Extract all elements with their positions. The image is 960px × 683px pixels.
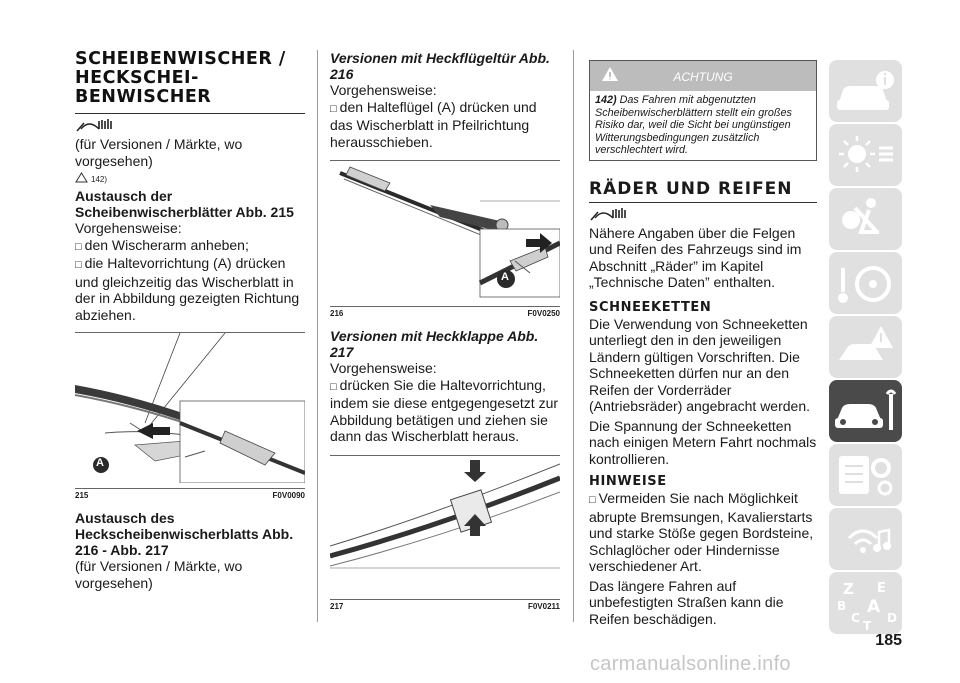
sidebar-item-technical-data[interactable] <box>829 444 902 506</box>
subheading-rear-wiper: Austausch des Heckscheibenwischerblatts Abb. 216 - Abb. 217 <box>75 510 294 558</box>
multimedia-icon <box>829 508 902 570</box>
sidebar-item-car-info[interactable] <box>829 60 902 122</box>
figure-217 <box>330 455 560 613</box>
versions-note: (für Versionen / Märkte, wo vorgesehen) <box>75 558 243 591</box>
column-3 <box>589 60 817 627</box>
safety-airbag-icon <box>829 188 902 250</box>
warning-title: ACHTUNG <box>673 70 733 84</box>
chapter-sidebar <box>829 60 902 636</box>
step-item: □ den Halteflügel (A) drücken und das Wischerblatt in Pfeilrichtung herausschieben. <box>330 99 560 151</box>
subheading-versions-tailgate: Versionen mit Heckklappe Abb. 217 <box>330 328 539 360</box>
sidebar-item-starting-driving[interactable] <box>829 252 902 314</box>
step-item: □ drücken Sie die Haltevorrichtung, indem sie diese entgegengesetzt zur Abbildung betätigen und ziehen sie dann das Wischerblatt heraus. <box>330 377 560 445</box>
sidebar-item-maintenance[interactable] <box>829 380 902 442</box>
wiper-symbol-icon <box>589 206 817 222</box>
warning-ref: 142) <box>595 94 617 106</box>
dashboard-lights-icon <box>829 124 902 186</box>
figure-number: 217 <box>330 601 344 611</box>
warning-box <box>589 60 817 161</box>
hint-item: □ Vermeiden Sie nach Möglichkeit abrupte Bremsungen, Kavalierstarts und starke Stöße gegen Bordsteine, Schlaglöcher oder Hindernisse verschiedener Art. <box>589 490 817 575</box>
index-letter: A <box>867 597 881 617</box>
emergency-warning-icon <box>829 316 902 378</box>
column-divider <box>317 50 318 622</box>
figure-code: F0V0090 <box>272 491 305 500</box>
section-title-wipers: SCHEIBENWISCHER / HECKSCHEI-BENWISCHER <box>75 49 286 107</box>
index-letters-icon <box>829 572 902 634</box>
maintenance-car-icon <box>829 380 902 442</box>
page-number: 185 <box>875 632 902 649</box>
warning-triangle-icon <box>75 170 88 188</box>
paragraph: Die Verwendung von Schneeketten unterliegt den in den jeweiligen Ländern gültigen Vorschriften. Die Schneeketten dürfen nur an den Reifen der Vorderräder (Antriebsräder) angebracht werden. <box>589 315 811 414</box>
index-letter: C <box>851 611 860 625</box>
wiper-blade-illustration <box>75 333 305 483</box>
sidebar-item-emergency[interactable] <box>829 316 902 378</box>
sidebar-item-index[interactable] <box>829 572 902 634</box>
subheading-snow-chains: SCHNEEKETTEN <box>589 299 712 315</box>
figure-number: 216 <box>330 309 344 318</box>
column-1 <box>75 50 305 591</box>
column-2 <box>330 50 560 613</box>
versions-note: (für Versionen / Märkte, wo vorgesehen) <box>75 136 243 169</box>
car-info-icon <box>829 60 902 122</box>
sidebar-item-safety[interactable] <box>829 188 902 250</box>
figure-215 <box>75 332 305 502</box>
steering-key-icon <box>829 252 902 314</box>
figure-code: F0V0250 <box>527 309 560 318</box>
subheading-versions-door: Versionen mit Heckflügeltür Abb. 216 <box>330 50 550 82</box>
step-item: □ die Haltevorrichtung (A) drücken und gleichzeitig das Wischerblatt in der in Abbildung gezeigten Richtung abziehen. <box>75 255 305 323</box>
figure-label-a: A <box>501 271 509 283</box>
rear-wiper-illustration <box>330 161 560 301</box>
figure-216 <box>330 160 560 320</box>
technical-data-icon <box>829 444 902 506</box>
figure-number: 215 <box>75 491 89 500</box>
subheading-wiper-replace: Austausch der Scheibenwischerblätter Abb. 215 <box>75 188 294 220</box>
procedure-label: Vorgehensweise: <box>330 360 437 376</box>
wiper-symbol-icon <box>75 117 305 133</box>
tailgate-wiper-illustration <box>330 456 560 594</box>
subheading-hints: HINWEISE <box>589 474 667 489</box>
column-divider <box>573 50 574 622</box>
figure-label-a: A <box>96 457 104 469</box>
paragraph: Das längere Fahren auf unbefestigten Straßen kann die Reifen beschädigen. <box>589 577 784 627</box>
procedure-label: Vorgehensweise: <box>75 220 182 236</box>
warning-text: Das Fahren mit abgenutzten Scheibenwischerblättern stellt ein großes Risiko dar, weil die Sicht bei ungünstigen Witterungsbedingungen zusätzlich verschlechtert wird. <box>595 94 792 156</box>
sidebar-item-dashboard[interactable] <box>829 124 902 186</box>
index-letter: T <box>863 619 872 633</box>
watermark: carmanualsonline.info <box>590 653 791 675</box>
index-letter: Z <box>843 580 854 598</box>
procedure-label: Vorgehensweise: <box>330 82 437 98</box>
intro-paragraph: Nähere Angaben über die Felgen und Reifen des Fahrzeugs sind im Abschnitt „Räder” im Kapitel „Technische Daten” enthalten. <box>589 224 802 290</box>
step-item: □ den Wischerarm anheben; <box>75 237 305 256</box>
section-title-wheels: RÄDER UND REIFEN <box>589 178 793 199</box>
warning-reference: 142) <box>91 174 108 184</box>
index-letter: B <box>837 599 847 613</box>
index-letter: E <box>877 581 886 596</box>
figure-code: F0V0211 <box>527 601 560 611</box>
index-letter: D <box>887 611 897 625</box>
paragraph: Die Spannung der Schneeketten nach einigen Metern Fahrt nochmals kontrollieren. <box>589 417 817 467</box>
sidebar-item-multimedia[interactable] <box>829 508 902 570</box>
